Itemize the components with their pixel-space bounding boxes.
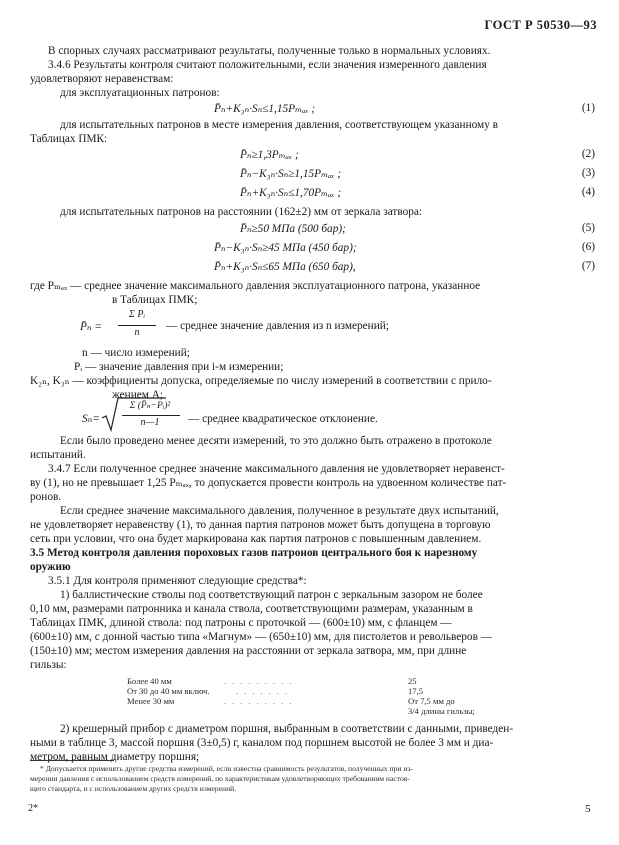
paragraph-two-tests-3: сеть при условии, что она будет маркирована как партия патронов с повышенным давлением. [30, 533, 482, 545]
formula-7: P̄ₙ+K₃ₙ·Sₙ≤65 МПа (650 бар), [214, 261, 356, 273]
test-cartridges-line1: для испытательных патронов в месте измерения давления, соответствующем указанному в [60, 119, 499, 131]
paragraph-two-tests-1: Если среднее значение максимального давления, полученное в результате двух испытаний, [60, 505, 499, 517]
clause-347-line1: 3.4.7 Если полученное среднее значение максимального давления не удовлетворяет неравенст- [48, 463, 505, 475]
item-2-line2: ными в таблице 3, массой поршня (3±0,5) г, каналом под поршнем высотой не более 3 мм и диа- [30, 737, 494, 749]
formula-6-number: (6) [581, 241, 595, 253]
mean-pressure-symbol: P̄ₙ = [80, 321, 102, 333]
formula-4-number: (4) [581, 186, 595, 198]
table-value-over-40: 25 [408, 676, 417, 686]
clause-347-line2: ву (1), но не превышает 1,25 Pₘₐₓ, то допускается провести контроль на удвоенном количестве пат- [30, 477, 507, 489]
definition-n: n — число измерений; [82, 347, 190, 359]
table-label-over-40: Более 40 мм [127, 676, 172, 686]
formula-4: P̄ₙ+K₃ₙ·Sₙ≤1,70Pₘₐₓ ; [240, 187, 342, 199]
formula-6: P̄ₙ−K₃ₙ·Sₙ≥45 МПа (450 бар); [214, 242, 357, 254]
table-label-under-30: Менее 30 мм [127, 696, 175, 706]
footnote-rule [30, 760, 114, 761]
clause-346-line1: 3.4.6 Результаты контроля считают положительными, если значения измеренного давления [48, 59, 487, 71]
std-dev-text: — среднее квадратическое отклонение. [188, 413, 378, 425]
paragraph-fewer-than-ten-1: Если было проведено менее десяти измерений, то это должно быть отражено в протоколе [60, 435, 492, 447]
table-value-under-30: От 7,5 мм до [408, 696, 455, 706]
formula-2-number: (2) [581, 148, 595, 160]
section-35-heading-2: оружию [30, 561, 71, 573]
table-value-under-30-cont: 3/4 длины гильзы; [408, 706, 475, 716]
paragraph-two-tests-2: не удовлетворяет неравенству (1), то данная партия патронов может быть допущена в торговую [30, 519, 491, 531]
paragraph-fewer-than-ten-2: испытаний. [30, 449, 86, 461]
formula-5: P̄ₙ≥50 МПа (500 бар); [240, 223, 346, 235]
page-number: 5 [585, 803, 591, 815]
item-2-line3: метром, равным диаметру поршня; [30, 751, 200, 763]
clause-351: 3.5.1 Для контроля применяют следующие средства*: [48, 575, 307, 587]
mean-pressure-denominator: n [134, 327, 140, 338]
leader-dots: ......... [224, 676, 298, 686]
formula-5-number: (5) [581, 222, 595, 234]
definition-pmax-line1: где Pₘₐₓ — среднее значение максимального давления эксплуатационного патрона, указанное [30, 280, 481, 292]
formula-1: P̄ₙ+K₃ₙ·Sₙ≤1,15Pₘₐₓ ; [214, 103, 316, 115]
std-dev-numerator: Σ (P̄ₙ−Pᵢ)² [129, 401, 171, 411]
clause-347-line3: ронов. [30, 491, 62, 503]
leader-dots: ....... [236, 686, 294, 696]
service-cartridges-label: для эксплуатационных патронов: [60, 87, 220, 99]
definition-k-line1: K₂ₙ, K₃ₙ — коэффициенты допуска, определяемые по числу измерений в соответствии с прило- [30, 375, 492, 387]
formula-3: P̄ₙ−K₃ₙ·Sₙ≥1,15Pₘₐₓ ; [240, 168, 342, 180]
mean-pressure-text: — среднее значение давления из n измерений; [166, 320, 389, 332]
item-1-line6: гильзы: [30, 659, 67, 671]
footnote-line1: * Допускается применять другие средства измерений, если известна сравнимость результатов, полученных при из- [40, 764, 413, 773]
definition-k-line2: жением А; [112, 389, 164, 401]
section-35-heading-1: 3.5 Метод контроля давления пороховых газов патронов центрального боя к нарезному [30, 547, 478, 559]
item-1-line1: 1) баллистические стволы под соответствующий патрон с зеркальным зазором не более [60, 589, 483, 601]
footnote-line2: мерении давления с использованием средств измерений, по характеристикам удовлетворяющих требованиям настоя- [30, 774, 410, 783]
formula-1-number: (1) [581, 102, 595, 114]
standard-header: ГОСТ Р 50530—93 [484, 18, 597, 32]
formula-3-number: (3) [581, 167, 595, 179]
std-dev-denominator: n—1 [140, 417, 160, 428]
definition-pmax-line2: в Таблицах ПМК; [112, 294, 198, 306]
fraction-bar [122, 415, 180, 416]
item-1-line3: Таблицах ПМК, длиной ствола: под патроны с проточкой — (600±10) мм, с фланцем — [30, 617, 452, 629]
table-label-30-40: От 30 до 40 мм включ. [127, 686, 210, 696]
item-1-line2: 0,10 мм, размерами патронника и канала ствола, соответствующими размерам, указанным в [30, 603, 473, 615]
item-1-line4: (600±10) мм, с донной частью типа «Магнум» — (650±10) мм, для пистолетов и револьверов — [30, 631, 493, 643]
item-2-line1: 2) крешерный прибор с диаметром поршня, выбранным в соответствии с данными, приведен- [60, 723, 514, 735]
leader-dots: ......... [224, 696, 298, 706]
fraction-bar [118, 325, 156, 326]
item-1-line5: (150±10) мм; местом измерения давления на расстоянии от зеркала затвора, мм, при длине [30, 645, 467, 657]
test-cartridges-distance: для испытательных патронов на расстоянии (162±2) мм от зеркала затвора: [60, 206, 423, 218]
footnote-line3: щего стандарта, и с использованием других средств измерений. [30, 784, 237, 793]
clause-346-line2: удовлетворяют неравенствам: [30, 73, 174, 85]
definition-pi: Pᵢ — значение давления при i-м измерении; [74, 361, 284, 373]
sheet-mark: 2* [28, 803, 38, 814]
mean-pressure-numerator: Σ Pᵢ [128, 309, 146, 320]
std-dev-symbol: Sₙ= [82, 413, 100, 425]
formula-2: P̄ₙ≥1,3Pₘₐₓ ; [240, 149, 299, 161]
formula-7-number: (7) [581, 260, 595, 272]
paragraph-disputes: В спорных случаях рассматривают результаты, полученные только в нормальных условиях. [48, 45, 491, 57]
table-value-30-40: 17,5 [408, 686, 424, 696]
test-cartridges-line2: Таблицах ПМК: [30, 133, 108, 145]
